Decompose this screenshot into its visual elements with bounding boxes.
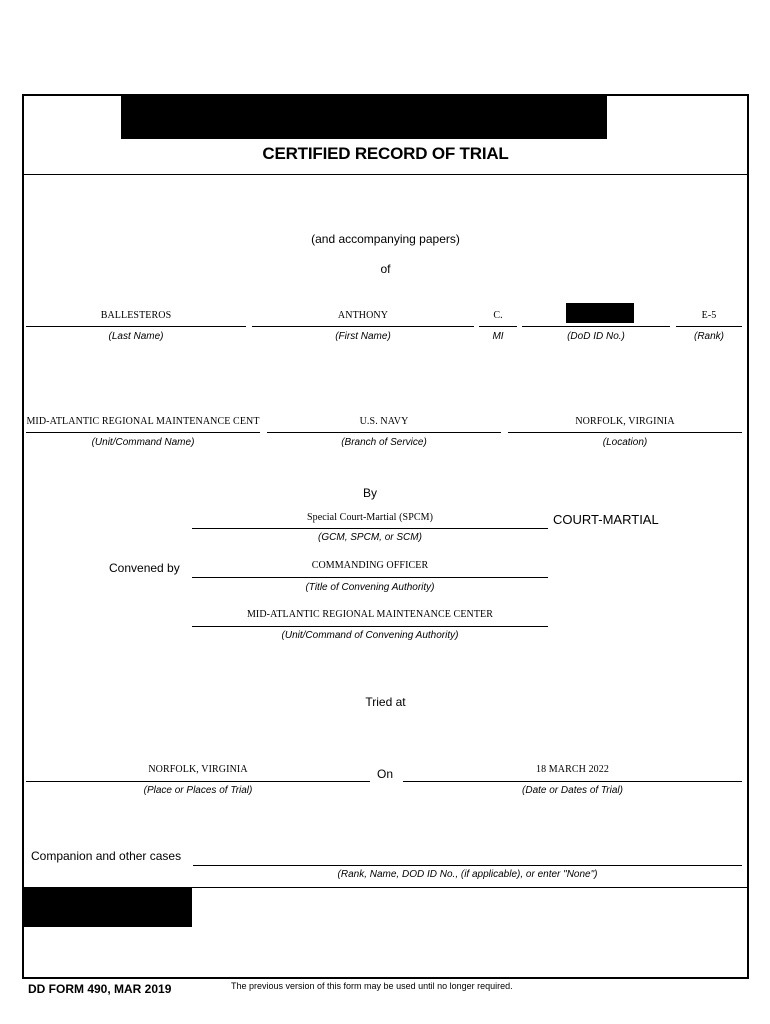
convening-title-line xyxy=(192,577,548,578)
first-name-label: (First Name) xyxy=(335,331,391,342)
last-name-value: BALLESTEROS xyxy=(100,310,172,321)
location-line xyxy=(508,432,742,433)
companion-cases-label: Companion and other cases xyxy=(31,849,182,863)
branch-line xyxy=(267,432,501,433)
dod-id-label: (DoD ID No.) xyxy=(567,331,625,342)
redacted-dod-id xyxy=(566,303,634,323)
dod-id-line xyxy=(522,326,670,327)
of-text: of xyxy=(380,262,391,276)
convening-title-value: COMMANDING OFFICER xyxy=(311,560,429,571)
court-type-value: Special Court-Martial (SPCM) xyxy=(306,512,434,523)
trial-place-label: (Place or Places of Trial) xyxy=(143,785,253,796)
convening-unit-label: (Unit/Command of Convening Authority) xyxy=(281,630,459,641)
tried-at-text: Tried at xyxy=(365,695,406,709)
on-text: On xyxy=(377,767,394,781)
location-value: NORFOLK, VIRGINIA xyxy=(575,416,675,427)
companion-cases-line xyxy=(193,865,742,866)
unit-name-value: MID-ATLANTIC REGIONAL MAINTENANCE CENT xyxy=(26,416,260,427)
mi-label: MI xyxy=(492,331,504,342)
last-name-label: (Last Name) xyxy=(108,331,164,342)
title-divider xyxy=(22,174,749,175)
convened-by-text: Convened by xyxy=(109,561,180,575)
redacted-footer-block xyxy=(24,888,192,927)
trial-place-value: NORFOLK, VIRGINIA xyxy=(148,764,248,775)
location-label: (Location) xyxy=(602,437,648,448)
first-name-value: ANTHONY xyxy=(337,310,389,321)
rank-value: E-5 xyxy=(701,310,717,321)
rank-label: (Rank) xyxy=(693,331,724,342)
trial-place-line xyxy=(26,781,370,782)
trial-date-value: 18 MARCH 2022 xyxy=(536,764,609,775)
form-id: DD FORM 490, MAR 2019 xyxy=(28,982,172,996)
branch-value: U.S. NAVY xyxy=(359,416,409,427)
unit-name-label: (Unit/Command Name) xyxy=(91,437,195,448)
court-type-label: (GCM, SPCM, or SCM) xyxy=(318,532,422,543)
first-name-line xyxy=(252,326,474,327)
trial-date-label: (Date or Dates of Trial) xyxy=(522,785,623,796)
convening-unit-value: MID-ATLANTIC REGIONAL MAINTENANCE CENTER xyxy=(246,609,494,620)
accompanying-papers-text: (and accompanying papers) xyxy=(311,232,460,246)
convening-title-label: (Title of Convening Authority) xyxy=(305,582,435,593)
trial-date-line xyxy=(403,781,742,782)
last-name-line xyxy=(26,326,246,327)
rank-line xyxy=(676,326,742,327)
by-text: By xyxy=(362,486,377,500)
convening-unit-line xyxy=(192,626,548,627)
branch-label: (Branch of Service) xyxy=(341,437,427,448)
mi-value: C. xyxy=(493,310,503,321)
unit-name-line xyxy=(26,432,260,433)
form-title: CERTIFIED RECORD OF TRIAL xyxy=(262,144,509,163)
redacted-header-block xyxy=(121,95,607,139)
court-martial-text: COURT-MARTIAL xyxy=(553,512,659,527)
footer-note: The previous version of this form may be used until no longer required. xyxy=(231,981,513,991)
court-type-line xyxy=(192,528,548,529)
mi-line xyxy=(479,326,517,327)
companion-cases-hint: (Rank, Name, DOD ID No., (if applicable), or enter "None") xyxy=(337,869,598,880)
